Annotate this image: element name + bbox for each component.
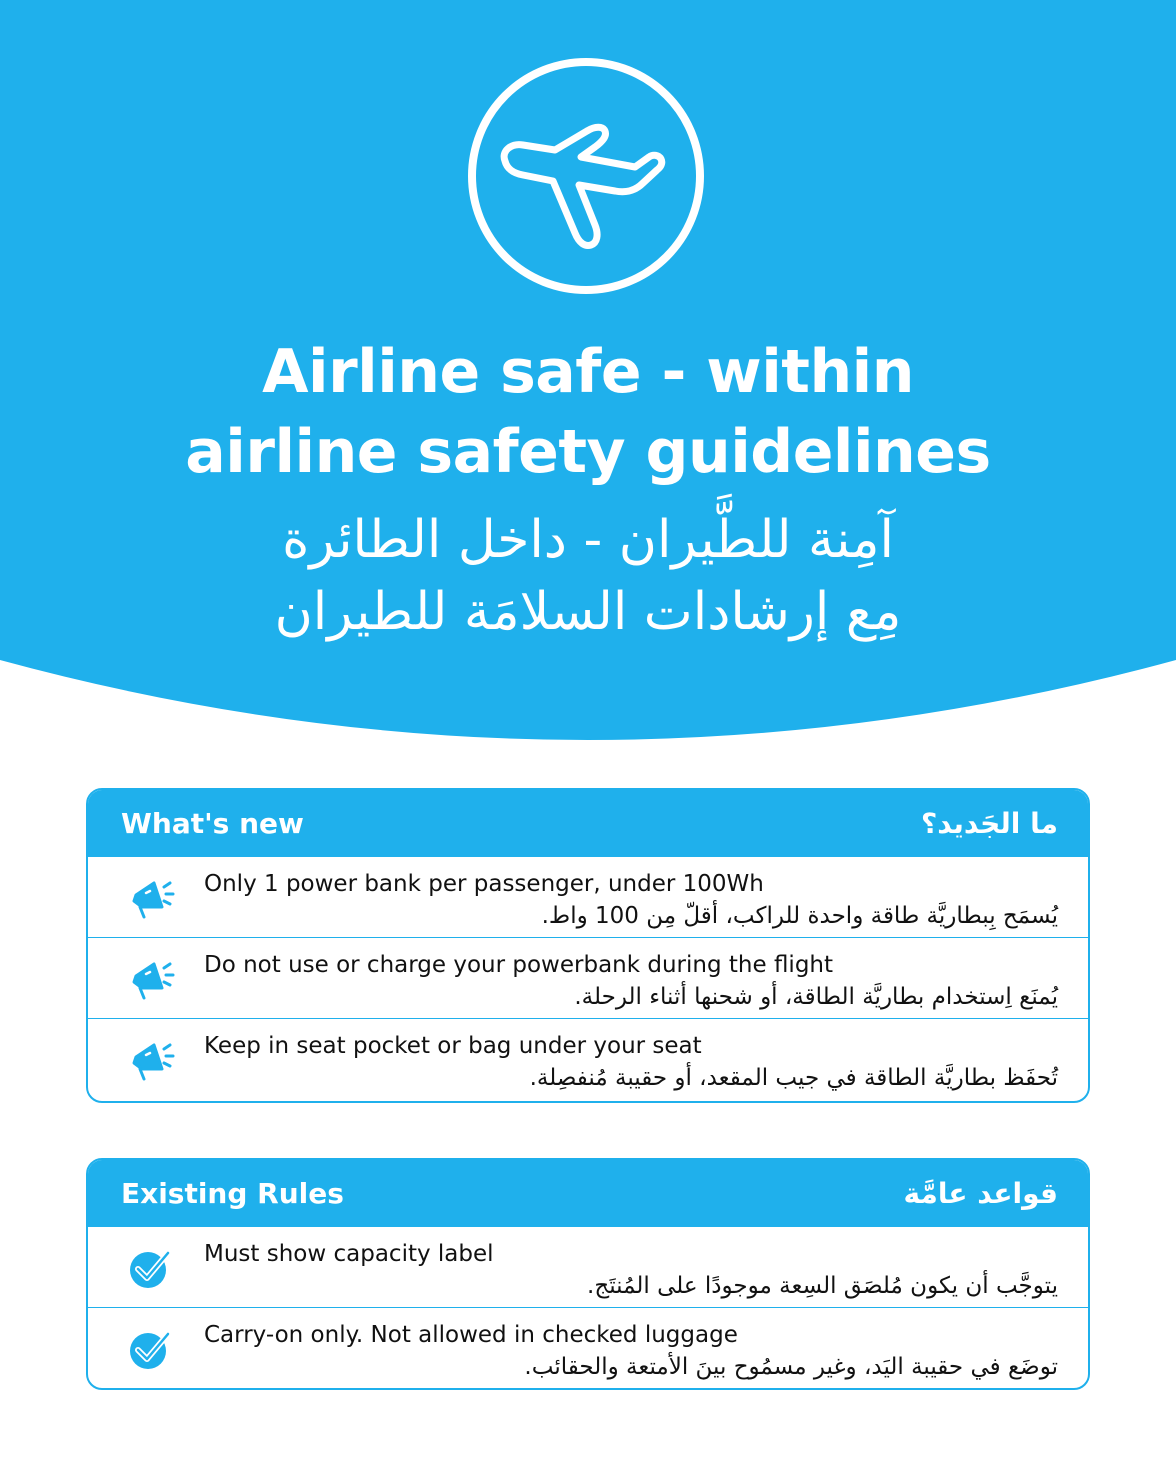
checkmark-badge-icon xyxy=(126,1243,176,1293)
megaphone-icon xyxy=(126,873,176,923)
whats-new-header xyxy=(88,790,1088,856)
item-text-ar: يُمنَع اِستخدام بطاريَّة الطاقة، أو شحنها أثناء الرحلة. xyxy=(574,984,1058,1010)
title-arabic-line-1: آمِنة للطَّيران - داخل الطائرة xyxy=(282,510,894,570)
title-english xyxy=(0,332,1176,492)
megaphone-icon xyxy=(126,1035,176,1085)
item-text-en: Only 1 power bank per passenger, under 100Wh xyxy=(204,871,764,897)
title-english-line-1: Airline safe - within xyxy=(262,337,914,407)
title-arabic xyxy=(0,504,1176,648)
megaphone-icon xyxy=(126,954,176,1004)
item-text-ar: يُسمَح بِبطاريَّة طاقة واحدة للراكب، أقلّ مِن 100 واط. xyxy=(541,903,1058,929)
item-text-en: Carry-on only. Not allowed in checked luggage xyxy=(204,1322,738,1348)
existing-rules-title-ar: قواعد عامَّة xyxy=(903,1176,1058,1210)
item-text-en: Must show capacity label xyxy=(204,1241,494,1267)
title-english-line-2: airline safety guidelines xyxy=(185,417,991,487)
item-text-ar: توضَع في حقيبة اليَد، وغير مسمُوح بينَ الأمتعة والحقائب. xyxy=(524,1354,1058,1380)
item-text-en: Do not use or charge your powerbank during the flight xyxy=(204,952,834,978)
existing-rules-title-en: Existing Rules xyxy=(121,1176,344,1210)
checkmark-badge-icon xyxy=(126,1324,176,1374)
whats-new-title-en: What's new xyxy=(121,806,304,840)
list-item xyxy=(88,1018,1088,1099)
item-text-ar: يتوجَّب أن يكون مُلصَق السِعة موجودًا على المُنتَج. xyxy=(587,1273,1058,1299)
existing-rules-card xyxy=(86,1158,1090,1390)
airplane-icon xyxy=(467,57,705,295)
list-item xyxy=(88,1226,1088,1307)
list-item xyxy=(88,1307,1088,1388)
existing-rules-header xyxy=(88,1160,1088,1226)
item-text-ar: تُحفَظ بطاريَّة الطاقة في جيب المقعد، أو حقيبة مُنفصِلة. xyxy=(529,1065,1058,1091)
whats-new-card xyxy=(86,788,1090,1103)
list-item xyxy=(88,856,1088,937)
item-text-en: Keep in seat pocket or bag under your seat xyxy=(204,1033,702,1059)
whats-new-title-ar: ما الجَديد؟ xyxy=(921,806,1058,840)
list-item xyxy=(88,937,1088,1018)
title-arabic-line-2: مِع إرشادات السلامَة للطيران xyxy=(274,582,902,642)
